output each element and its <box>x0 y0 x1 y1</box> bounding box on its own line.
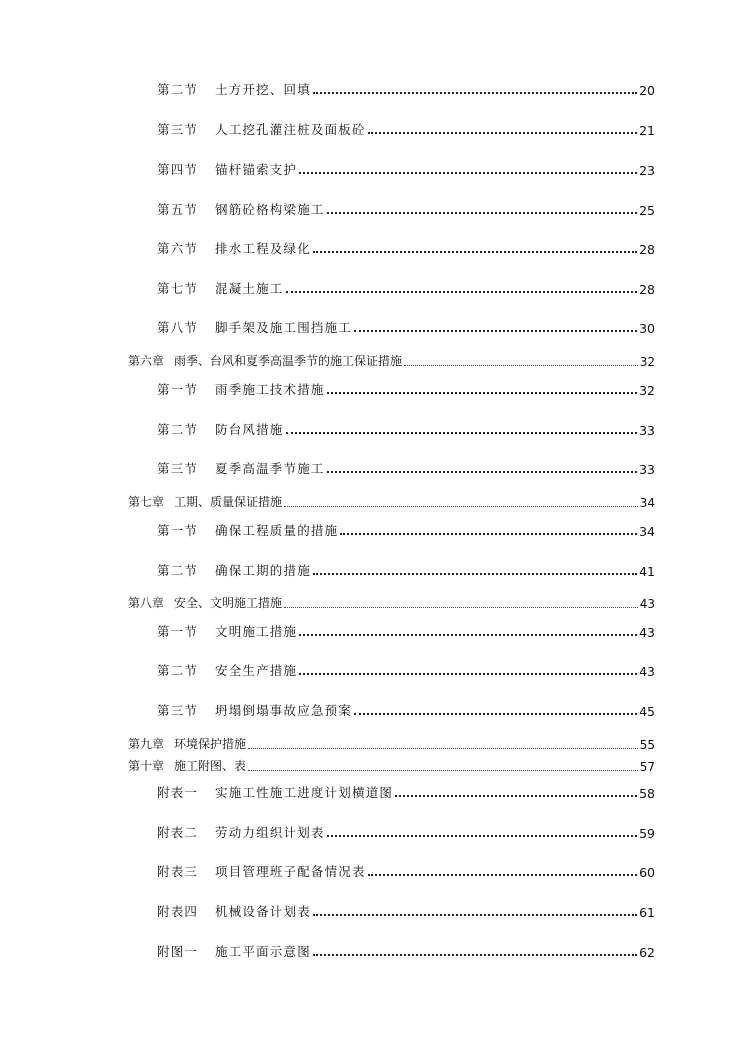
dot-leader <box>327 212 637 214</box>
chapter-title: 施工附图、表 <box>174 759 247 773</box>
entry-page: 55 <box>639 738 655 752</box>
entry-number: 第一节 <box>157 523 199 538</box>
entry-title: 排水工程及绿化 <box>215 241 311 256</box>
toc-chapter-entry[interactable] <box>128 735 655 752</box>
dot-leader <box>354 330 637 332</box>
entry-page: 28 <box>639 242 655 257</box>
entry-title: 防台风措施 <box>215 422 284 437</box>
entry-number: 第五节 <box>157 202 199 217</box>
entry-page: 21 <box>639 123 655 138</box>
entry-number: 第三节 <box>157 461 199 476</box>
entry-page: 23 <box>639 163 655 178</box>
entry-page: 61 <box>639 905 655 920</box>
entry-title: 确保工程质量的措施 <box>215 523 339 538</box>
dot-leader <box>404 365 638 366</box>
entry-page: 30 <box>639 321 655 336</box>
dot-leader <box>286 291 638 293</box>
dot-leader <box>354 713 637 715</box>
toc-appendix-entry[interactable] <box>157 823 655 841</box>
toc-entry[interactable] <box>157 279 655 297</box>
dot-leader <box>248 770 638 771</box>
toc-entry[interactable] <box>157 120 655 138</box>
chapter-number: 第十章 <box>128 759 165 773</box>
appendix-title: 机械设备计划表 <box>215 904 311 919</box>
entry-page: 45 <box>639 704 655 719</box>
entry-title: 混凝土施工 <box>215 281 284 296</box>
entry-page: 43 <box>639 597 655 611</box>
entry-page: 58 <box>639 786 655 801</box>
dot-leader <box>368 132 637 134</box>
dot-leader <box>313 954 637 956</box>
toc-appendix-entry[interactable] <box>157 862 655 880</box>
appendix-title: 项目管理班子配备情况表 <box>215 864 366 879</box>
entry-page: 34 <box>639 524 655 539</box>
entry-number: 第三节 <box>157 122 199 137</box>
entry-title: 确保工期的措施 <box>215 563 311 578</box>
entry-page: 34 <box>639 496 655 510</box>
dot-leader <box>313 251 637 253</box>
appendix-number: 附表四 <box>157 904 199 919</box>
toc-entry[interactable] <box>157 459 655 477</box>
toc-entry[interactable] <box>157 160 655 178</box>
entry-title: 安全生产措施 <box>215 663 298 678</box>
toc-entry[interactable] <box>157 420 655 438</box>
chapter-number: 第九章 <box>128 737 165 751</box>
entry-number: 第一节 <box>157 624 199 639</box>
appendix-title: 实施工性施工进度计划横道图 <box>215 785 394 800</box>
entry-page: 60 <box>639 865 655 880</box>
toc-appendix-entry[interactable] <box>157 783 655 801</box>
dot-leader <box>395 795 637 797</box>
toc-chapter-entry[interactable] <box>128 493 655 510</box>
toc-entry[interactable] <box>157 80 655 98</box>
toc-entry[interactable] <box>157 239 655 257</box>
toc-appendix-entry[interactable] <box>157 942 655 960</box>
dot-leader <box>327 835 637 837</box>
toc-entry[interactable] <box>157 521 655 539</box>
entry-title: 土方开挖、回填 <box>215 82 311 97</box>
entry-page: 33 <box>639 462 655 477</box>
entry-title: 钢筋砼格构梁施工 <box>215 202 325 217</box>
chapter-number: 第六章 <box>128 354 165 368</box>
dot-leader <box>313 914 637 916</box>
entry-title: 文明施工措施 <box>215 624 298 639</box>
toc-chapter-entry[interactable] <box>128 757 655 774</box>
entry-number: 第二节 <box>157 82 199 97</box>
appendix-number: 附表三 <box>157 864 199 879</box>
entry-title: 雨季施工技术措施 <box>215 382 325 397</box>
entry-number: 第三节 <box>157 703 199 718</box>
chapter-title: 安全、文明施工措施 <box>174 596 283 610</box>
toc-entry[interactable] <box>157 701 655 719</box>
dot-leader <box>248 748 638 749</box>
appendix-number: 附表一 <box>157 785 199 800</box>
entry-title: 脚手架及施工围挡施工 <box>215 320 353 335</box>
toc-chapter-entry[interactable] <box>128 352 655 369</box>
toc-entry[interactable] <box>157 318 655 336</box>
entry-number: 第二节 <box>157 663 199 678</box>
entry-page: 32 <box>639 355 655 369</box>
toc-chapter-entry[interactable] <box>128 594 655 611</box>
dot-leader <box>327 471 637 473</box>
chapter-title: 环境保护措施 <box>174 737 247 751</box>
entry-page: 43 <box>639 664 655 679</box>
entry-number: 第四节 <box>157 162 199 177</box>
entry-page: 57 <box>639 760 655 774</box>
dot-leader <box>284 506 638 507</box>
toc-entry[interactable] <box>157 661 655 679</box>
appendix-number: 附图一 <box>157 944 199 959</box>
entry-page: 43 <box>639 625 655 640</box>
dot-leader <box>286 432 638 434</box>
entry-number: 第二节 <box>157 422 199 437</box>
toc-entry[interactable] <box>157 200 655 218</box>
entry-page: 32 <box>639 383 655 398</box>
entry-page: 20 <box>639 83 655 98</box>
dot-leader <box>313 573 637 575</box>
dot-leader <box>299 673 637 675</box>
entry-page: 41 <box>639 564 655 579</box>
chapter-number: 第八章 <box>128 596 165 610</box>
entry-page: 62 <box>639 945 655 960</box>
dot-leader <box>284 607 638 608</box>
entry-page: 59 <box>639 826 655 841</box>
dot-leader <box>299 634 637 636</box>
entry-title: 夏季高温季节施工 <box>215 461 325 476</box>
entry-number: 第七节 <box>157 281 199 296</box>
dot-leader <box>299 172 637 174</box>
toc-appendix-entry[interactable] <box>157 902 655 920</box>
chapter-number: 第七章 <box>128 495 165 509</box>
entry-title: 锚杆锚索支护 <box>215 162 298 177</box>
entry-page: 33 <box>639 423 655 438</box>
entry-number: 第二节 <box>157 563 199 578</box>
appendix-title: 劳动力组织计划表 <box>215 825 325 840</box>
entry-number: 第六节 <box>157 241 199 256</box>
toc-entry[interactable] <box>157 561 655 579</box>
dot-leader <box>313 92 637 94</box>
dot-leader <box>340 533 637 535</box>
appendix-number: 附表二 <box>157 825 199 840</box>
appendix-title: 施工平面示意图 <box>215 944 311 959</box>
toc-entry[interactable] <box>157 622 655 640</box>
entry-page: 25 <box>639 203 655 218</box>
entry-number: 第一节 <box>157 382 199 397</box>
entry-page: 28 <box>639 282 655 297</box>
entry-title: 坍塌倒塌事故应急预案 <box>215 703 353 718</box>
dot-leader <box>368 874 637 876</box>
toc-entry[interactable] <box>157 380 655 398</box>
entry-number: 第八节 <box>157 320 199 335</box>
entry-title: 人工挖孔灌注桩及面板砼 <box>215 122 366 137</box>
dot-leader <box>327 392 637 394</box>
chapter-title: 雨季、台风和夏季高温季节的施工保证措施 <box>174 354 403 368</box>
chapter-title: 工期、质量保证措施 <box>174 495 283 509</box>
